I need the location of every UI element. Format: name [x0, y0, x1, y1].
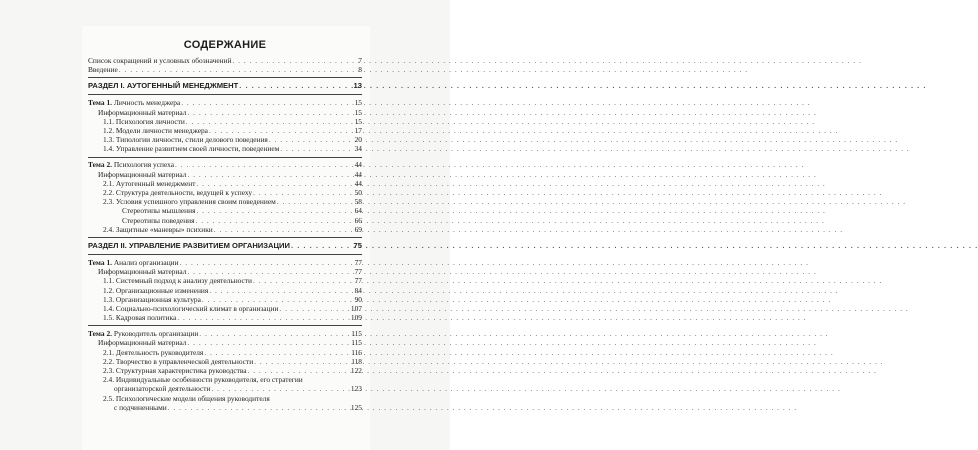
toc-entry-title: 2.1. Аутогенный менеджмент — [103, 178, 196, 188]
toc-page-number: 66 — [354, 215, 362, 225]
toc-entry — [88, 339, 362, 348]
toc-leader-dots — [211, 384, 349, 393]
toc-entry — [88, 286, 362, 295]
toc-entry-title: Список сокращений и условных обозначений — [88, 55, 232, 65]
toc-leader-dots — [269, 135, 351, 144]
toc-leader-dots — [214, 225, 351, 234]
toc-separator — [88, 237, 362, 238]
toc-topic-label: Тема 2. — [88, 160, 112, 170]
toc-entry-title: 1.1. Системный подход к анализу деятельности — [103, 276, 252, 286]
toc-entry — [88, 357, 362, 366]
toc-leader-dots — [279, 304, 349, 313]
toc-entry-title: 2.5. Психологические модели общения руководителя — [103, 393, 270, 403]
toc-page-number: 20 — [354, 135, 362, 145]
toc-leader-dots — [187, 267, 351, 276]
toc-leader-dots — [277, 197, 351, 206]
toc-separator — [88, 254, 362, 255]
toc-page-number: 64 — [354, 206, 362, 216]
toc-page-number: 115 — [351, 329, 362, 339]
toc-separator — [88, 157, 362, 158]
toc-topic-entry — [88, 329, 362, 338]
toc-entry — [88, 403, 362, 412]
toc-entry-title — [88, 160, 174, 169]
toc-entry-title: 2.4. Индивидуальные особенности руководителя, его стратегии — [103, 375, 303, 385]
toc-leader-dots — [186, 117, 351, 126]
toc-topic-name: Психология успеха — [112, 160, 175, 170]
toc-entry — [88, 304, 362, 313]
toc-topic-entry — [88, 98, 362, 107]
toc-entry — [88, 313, 362, 322]
toc-page-number: 107 — [350, 303, 362, 313]
toc-entry-title: 2.4. Защитные «маневры» психики — [103, 224, 213, 234]
toc-entry — [88, 56, 362, 65]
toc-entry-title: Введение — [88, 65, 118, 75]
toc-topic-name: Руководитель организации — [112, 329, 199, 339]
toc-entry-title: Информационный материал — [98, 107, 187, 117]
toc-leader-dots — [175, 160, 351, 169]
toc-entry-title: Информационный материал — [98, 338, 187, 348]
toc-entry-title — [88, 329, 198, 338]
toc-entry-title: 1.2. Организационные изменения — [103, 285, 209, 295]
toc-entry — [88, 384, 362, 393]
toc-entry — [88, 197, 362, 206]
toc-leader-dots — [168, 403, 350, 412]
toc-page-number: 125 — [350, 402, 362, 412]
toc-page-number: 122 — [350, 366, 362, 376]
toc-page-number: 90 — [354, 294, 362, 304]
toc-leader-dots — [248, 366, 350, 375]
toc-page-number: 69 — [354, 224, 362, 234]
toc-leader-dots — [187, 108, 351, 117]
toc-section-entry — [88, 81, 362, 91]
toc-entry-title: 2.2. Творчество в управленческой деятельности — [103, 356, 254, 366]
toc-leader-dots — [291, 241, 351, 251]
toc-entry — [88, 144, 362, 153]
toc-page-number: 7 — [358, 55, 362, 65]
toc-entry-title: 1.4. Управление развитием своей личности, поведением — [103, 144, 280, 154]
toc-leader-dots — [180, 258, 351, 267]
toc-page-number: 84 — [354, 285, 362, 295]
toc-leader-dots — [204, 348, 350, 357]
toc-leader-dots — [232, 56, 351, 65]
toc-page-number: 77 — [354, 267, 362, 277]
toc-entry — [88, 117, 362, 126]
toc-entry — [88, 126, 362, 135]
toc-entry — [88, 375, 362, 384]
toc-leader-dots — [177, 313, 350, 322]
toc-entry-title: 1.4. Социально-психологический климат в организации — [103, 303, 279, 313]
toc-page-number: 15 — [354, 98, 362, 108]
toc-page-number: 115 — [351, 338, 362, 348]
toc-separator — [88, 94, 362, 95]
toc-entry — [88, 225, 362, 234]
table-of-contents — [88, 38, 362, 412]
toc-leader-dots — [187, 170, 351, 179]
toc-entry-title: 2.3. Структурная характеристика руководства — [103, 366, 247, 376]
toc-entry-title: Информационный материал — [98, 169, 187, 179]
toc-topic-entry — [88, 258, 362, 267]
toc-entry-title: 1.3. Организационная культура — [103, 294, 201, 304]
toc-leader-dots — [202, 295, 351, 304]
toc-leader-dots — [199, 329, 350, 338]
toc-entry-title: 1.5. Кадровая политика — [103, 313, 177, 323]
toc-leader-dots — [254, 357, 350, 366]
toc-topic-entry — [88, 161, 362, 170]
toc-leader-dots — [119, 65, 351, 74]
toc-entry — [88, 65, 362, 74]
toc-leader-dots — [253, 276, 351, 285]
toc-leader-dots — [239, 81, 351, 91]
toc-leader-dots — [196, 206, 351, 215]
toc-topic-name: Анализ организации — [112, 257, 179, 267]
toc-page-number: 75 — [353, 241, 362, 250]
toc-entry-title: 2.2. Структура деятельности, ведущей к успеху — [103, 188, 253, 198]
toc-entry-title: Информационный материал — [98, 267, 187, 277]
toc-leader-dots — [196, 179, 351, 188]
toc-leader-dots — [280, 144, 351, 153]
toc-title: СОДЕРЖАНИЕ — [183, 39, 267, 51]
toc-entries — [88, 56, 362, 412]
toc-page-number: 13 — [353, 81, 362, 91]
toc-entry — [88, 295, 362, 304]
toc-entry — [88, 216, 362, 225]
toc-entry-title: Стереотипы поведения — [122, 215, 195, 225]
toc-page-number: 15 — [354, 107, 362, 117]
toc-entry — [88, 276, 362, 285]
toc-page-number: 44 — [354, 178, 362, 188]
toc-entry-title: 1.1. Психология личности — [103, 116, 185, 126]
toc-page-number: 8 — [358, 65, 362, 75]
toc-page-number: 116 — [351, 347, 362, 357]
toc-topic-label: Тема 1. — [88, 98, 112, 108]
toc-page-number: 123 — [350, 384, 362, 394]
toc-entry-title — [88, 98, 180, 107]
toc-entry-title: РАЗДЕЛ I. АУТОГЕННЫЙ МЕНЕДЖМЕНТ — [88, 81, 239, 91]
toc-page-number: 77 — [354, 257, 362, 267]
toc-entry-title — [88, 258, 179, 267]
toc-entry — [88, 348, 362, 357]
toc-entry-title: 2.1. Деятельность руководителя — [103, 347, 204, 357]
toc-entry-title: Стереотипы мышления — [122, 206, 196, 216]
toc-section-entry — [88, 241, 362, 251]
toc-entry — [88, 394, 362, 403]
toc-topic-label: Тема 1. — [88, 257, 112, 267]
toc-leader-dots — [187, 338, 350, 347]
toc-topic-label: Тема 2. — [88, 329, 112, 339]
toc-entry — [88, 135, 362, 144]
toc-entry-title: РАЗДЕЛ II. УПРАВЛЕНИЕ РАЗВИТИЕМ ОРГАНИЗАЦИИ — [88, 241, 290, 250]
toc-page-number: 34 — [354, 144, 362, 154]
toc-entry — [88, 267, 362, 276]
toc-entry-title: организаторской деятельности — [114, 384, 211, 394]
toc-entry — [88, 108, 362, 117]
toc-entry-title: 2.3. Условия успешного управления своим поведением — [103, 197, 276, 207]
toc-leader-dots — [196, 216, 352, 225]
toc-entry-title: 1.2. Модели личности менеджера — [103, 125, 208, 135]
toc-page-number: 17 — [354, 125, 362, 135]
toc-page-number: 109 — [350, 313, 362, 323]
toc-separator — [88, 325, 362, 326]
toc-entry — [88, 206, 362, 215]
toc-page-number: 58 — [354, 197, 362, 207]
toc-entry-title: 1.3. Типологии личности, стили делового поведения — [103, 135, 268, 145]
toc-page-number: 44 — [354, 169, 362, 179]
toc-page-number: 118 — [351, 356, 362, 366]
toc-page-number: 15 — [354, 116, 362, 126]
toc-entry — [88, 170, 362, 179]
toc-topic-name: Личность менеджера — [112, 98, 181, 108]
toc-leader-dots — [253, 188, 351, 197]
book-page-photo — [0, 0, 450, 450]
toc-separator — [88, 77, 362, 78]
toc-entry — [88, 366, 362, 375]
toc-page-number: 77 — [354, 276, 362, 286]
toc-page-number: 44 — [354, 160, 362, 170]
toc-entry — [88, 188, 362, 197]
toc-leader-dots — [181, 98, 351, 107]
toc-entry — [88, 179, 362, 188]
toc-leader-dots — [209, 126, 351, 135]
toc-page-number: 50 — [354, 188, 362, 198]
toc-entry-title: с подчиненными — [114, 402, 167, 412]
toc-leader-dots — [209, 286, 351, 295]
